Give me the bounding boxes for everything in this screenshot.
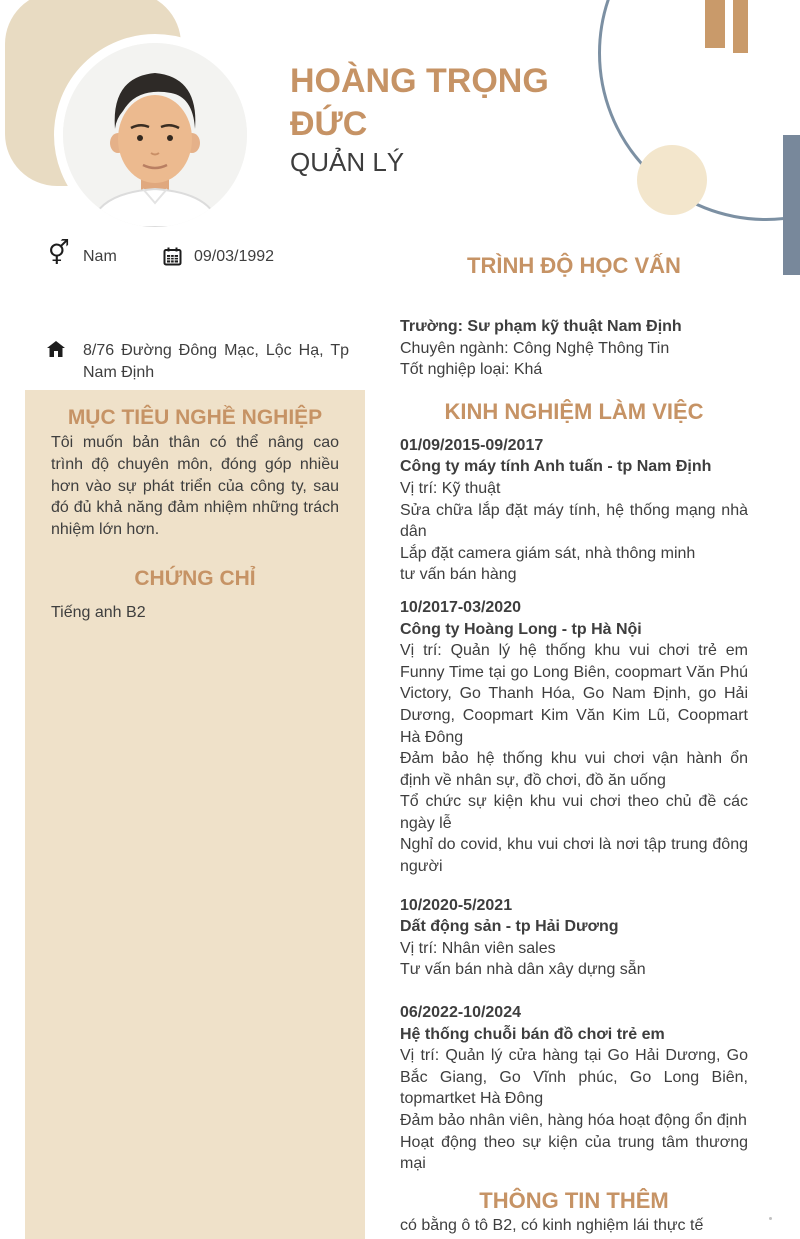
job-period: 01/09/2015-09/2017 [400, 436, 544, 454]
main-column [400, 252, 748, 1236]
job-detail: Vị trí: Quản lý hệ thống khu vui chơi trẻ em Funny Time tại go Long Biên, coopmart Văn Phú Victory, Go Thanh Hóa, Go Nam Định, go Hải Dương, Coopmart Kim Văn Kim Lũ, Coopmart Hà Đông [400, 642, 748, 746]
education-major: Chuyên ngành: Công Nghệ Thông Tin [400, 339, 670, 357]
certificates-heading: CHỨNG CHỈ [134, 566, 256, 590]
gender-value: Nam [83, 248, 117, 265]
job-detail: Vị trí: Nhân viên sales [400, 939, 556, 957]
candidate-job-title: QUẢN LÝ [290, 147, 405, 177]
job-detail: Đảm bảo hệ thống khu vui chơi vận hành ổn định về nhân sự, đồ chơi, đồ ăn uống [400, 750, 748, 789]
job-period: 10/2017-03/2020 [400, 598, 521, 616]
date-of-birth-value: 09/03/1992 [194, 248, 275, 265]
job-entry [400, 895, 748, 981]
additional-info-text: có bằng ô tô B2, có kinh nghiệm lái thực tế [400, 1216, 704, 1234]
profile-photo [54, 34, 256, 236]
additional-info-heading: THÔNG TIN THÊM [479, 1187, 669, 1213]
job-company: Hệ thống chuỗi bán đồ chơi trẻ em [400, 1025, 665, 1043]
home-icon [47, 341, 65, 362]
job-detail: Lắp đặt camera giám sát, nhà thông minh [400, 544, 696, 562]
job-company: Dất động sản - tp Hải Dương [400, 918, 619, 936]
job-entry [400, 597, 748, 878]
slate-rect-decoration [783, 135, 800, 275]
address-value: 8/76 Đường Đông Mạc, Lộc Hạ, Tp Nam Định [83, 342, 349, 381]
page-artifact-dot [769, 1217, 772, 1220]
job-detail: Hoạt động theo sự kiện của trung tâm thương mại [400, 1133, 748, 1173]
left-panel [25, 390, 365, 1239]
candidate-name: HOÀNG TRỌNG ĐỨC [290, 62, 549, 143]
tan-bar-decoration [733, 0, 748, 53]
portrait-illustration [63, 43, 247, 227]
gender-icon: ⚥ [48, 240, 70, 267]
job-detail: Sửa chữa lắp đặt máy tính, hệ thống mạng nhà dân [400, 501, 748, 541]
job-entry [400, 435, 748, 586]
job-period: 10/2020-5/2021 [400, 896, 513, 914]
education-grade: Tốt nghiệp loại: Khá [400, 361, 543, 379]
job-detail: Tổ chức sự kiện khu vui chơi theo chủ đề các ngày lễ [400, 793, 748, 832]
job-detail: Đảm bảo nhân viên, hàng hóa hoạt động ổn định [400, 1112, 747, 1129]
job-period: 06/2022-10/2024 [400, 1004, 521, 1022]
job-company: Công ty máy tính Anh tuấn - tp Nam Định [400, 458, 712, 476]
job-company: Công ty Hoàng Long - tp Hà Nội [400, 620, 642, 638]
education-heading: TRÌNH ĐỘ HỌC VẤN [467, 253, 681, 278]
experience-heading: KINH NGHIỆM LÀM VIỆC [444, 398, 704, 424]
job-entry [400, 1002, 748, 1175]
objective-text: Tôi muốn bản thân có thể nâng cao trình độ chuyên môn, đóng góp nhiều hơn vào sự phát triển của công ty, sau đó đủ khả năng đảm nhiệm những trách nhiệm lớn hơn. [51, 434, 339, 539]
filled-circle-decoration [637, 145, 707, 215]
education-school: Trường: Sư phạm kỹ thuật Nam Định [400, 318, 682, 335]
objective-heading: MỤC TIÊU NGHỀ NGHIỆP [67, 406, 323, 429]
certificate-item: Tiếng anh B2 [51, 603, 146, 621]
education-block [400, 316, 748, 381]
job-detail: Vị trí: Quản lý cửa hàng tại Go Hải Dương, Go Bắc Giang, Go Vĩnh phúc, Go Long Biên, topmartket Hà Đông [400, 1047, 748, 1108]
job-detail: tư vấn bán hàng [400, 566, 517, 584]
calendar-icon [163, 247, 182, 271]
tan-bar-decoration [705, 0, 725, 48]
job-detail: Nghỉ do covid, khu vui chơi là nơi tập trung đông người [400, 836, 748, 876]
job-detail: Vị trí: Kỹ thuật [400, 479, 501, 497]
job-detail: Tư vấn bán nhà dân xây dựng sẵn [400, 961, 646, 979]
